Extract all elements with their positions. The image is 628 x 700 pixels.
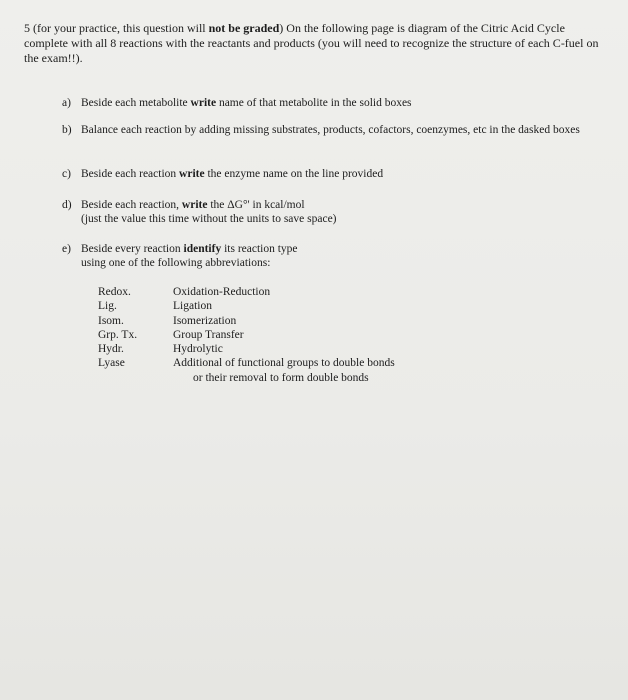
not-graded-emphasis: not be graded	[208, 21, 280, 35]
abbreviation-row	[98, 356, 473, 370]
instruction-e: e) Beside every reaction identify its reaction type using one of the following abbreviations:	[62, 243, 298, 269]
abbreviation-description: Hydrolytic	[173, 343, 223, 356]
abbreviation-row	[98, 285, 473, 299]
instruction-b: b) Balance each reaction by adding missing substrates, products, cofactors, coenzymes, etc in the dasked boxes	[62, 124, 580, 136]
abbreviation-row	[98, 299, 473, 313]
abbreviation-code: Lyase	[98, 357, 125, 370]
question-intro: (for your practice, this question will	[33, 21, 206, 35]
abbreviation-description: Additional of functional groups to double bonds	[173, 357, 395, 370]
question-number: 5	[24, 21, 30, 35]
abbreviation-code: Redox.	[98, 286, 131, 298]
item-letter: e)	[62, 243, 71, 255]
item-letter: b)	[62, 124, 72, 136]
abbreviation-description: Group Transfer	[173, 328, 244, 341]
item-letter: d)	[62, 199, 72, 211]
question-text: On the following page is diagram of the Citric Acid Cycle complete with all 8 reactions with the reactants and products (you will need to recognize the structure of each C-fuel on the exam!!).	[24, 21, 599, 65]
abbreviation-code: Grp. Tx.	[98, 328, 138, 341]
instruction-d: d) Beside each reaction, write the ΔG°' in kcal/mol (just the value this time without the units to save space)	[62, 199, 337, 225]
abbreviation-code: Lig.	[98, 300, 117, 313]
abbreviation-row	[98, 328, 473, 342]
instruction-a: a) Beside each metabolite write name of that metabolite in the solid boxes	[62, 97, 412, 109]
abbreviation-description: Oxidation-Reduction	[173, 286, 271, 298]
abbreviation-description-continued: or their removal to form double bonds	[193, 371, 369, 384]
abbreviation-row	[98, 342, 473, 356]
item-letter: a)	[62, 97, 71, 109]
abbreviation-description: Isomerization	[173, 314, 237, 327]
abbreviation-code: Hydr.	[98, 343, 124, 356]
abbreviation-description: Ligation	[173, 300, 212, 313]
abbreviation-row	[98, 314, 473, 328]
abbreviation-table	[98, 285, 473, 385]
instruction-c: c) Beside each reaction write the enzyme name on the line provided	[62, 168, 384, 180]
question-header: 5 (for your practice, this question will not be graded) On the following page is diagram of the Citric Acid Cycle complete with all 8 reactions with the reactants and products (you will need to recognize the structure of each C-fuel on the exam!!).	[24, 21, 599, 65]
item-letter: c)	[62, 168, 71, 180]
abbreviation-code: Isom.	[98, 314, 124, 327]
